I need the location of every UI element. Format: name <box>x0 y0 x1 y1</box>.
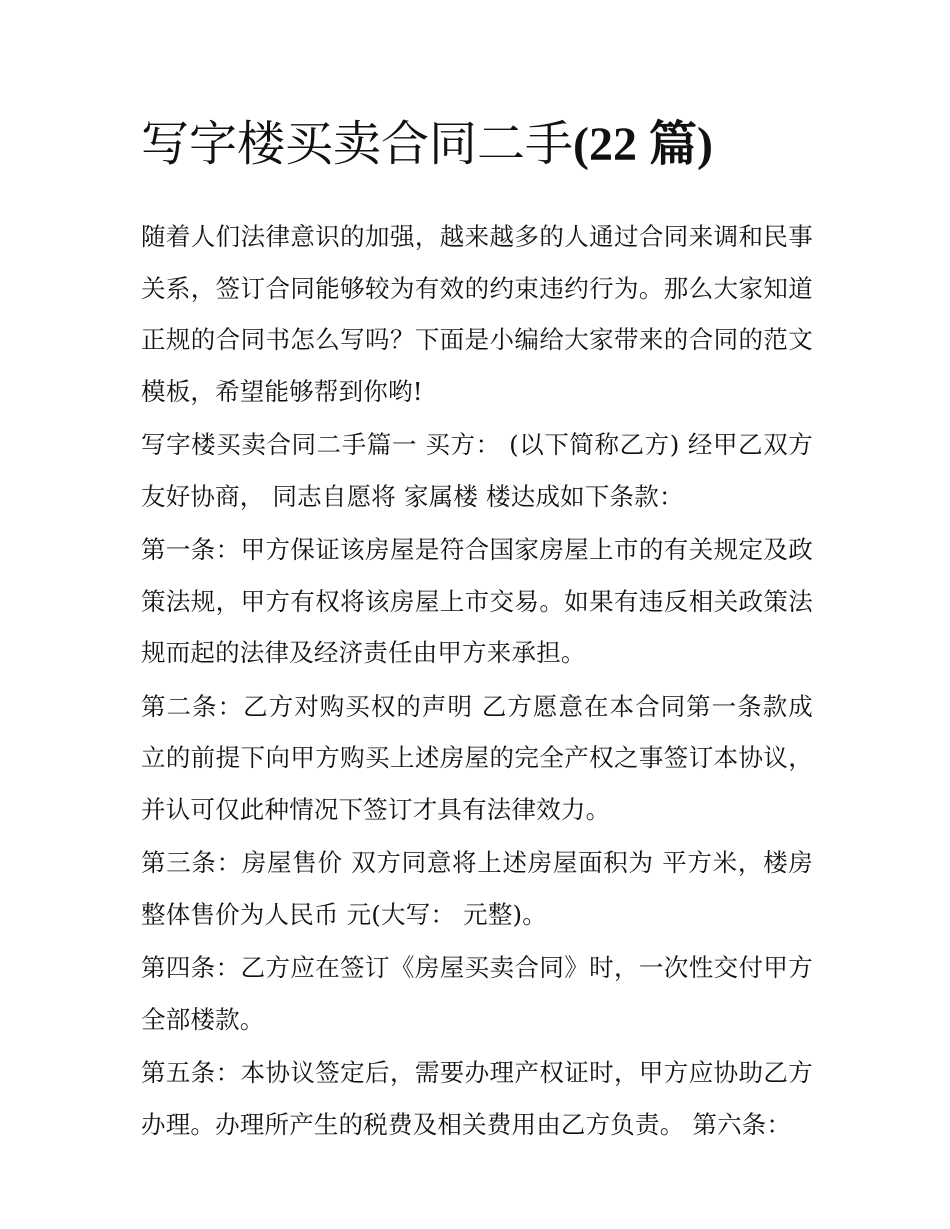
article-2-paragraph: 第二条：乙方对购买权的声明 乙方愿意在本合同第一条款成立的前提下向甲方购买上述房屋的完全产权之事签订本协议，并认可仅此种情况下签订才具有法律效力。 <box>141 691 813 824</box>
contract-preamble-paragraph: 写字楼买卖合同二手篇一 买方： (以下简称乙方) 经甲乙双方友好协商， 同志自愿将 家属楼 楼达成如下条款： <box>141 430 813 511</box>
document-title <box>141 112 813 177</box>
title-count: (22 篇) <box>573 118 713 171</box>
article-1-paragraph: 第一条：甲方保证该房屋是符合国家房屋上市的有关规定及政策法规，甲方有权将该房屋上市交易。如果有违反相关政策法规而起的法律及经济责任由甲方来承担。 <box>141 535 813 667</box>
intro-paragraph: 随着人们法律意识的加强，越来越多的人通过合同来调和民事关系，签订合同能够较为有效的约束违约行为。那么大家知道正规的合同书怎么写吗？下面是小编给大家带来的合同的范文模板，希望能够帮到你哟! <box>141 222 813 406</box>
document-page <box>141 112 813 1152</box>
article-4-paragraph: 第四条：乙方应在签订《房屋买卖合同》时，一次性交付甲方全部楼款。 <box>141 953 813 1034</box>
title-main: 写字楼买卖合同二手 <box>141 116 574 172</box>
article-3-paragraph: 第三条：房屋售价 双方同意将上述房屋面积为 平方米，楼房整体售价为人民币 元(大写： 元整)。 <box>141 848 813 929</box>
article-5-paragraph: 第五条：本协议签定后，需要办理产权证时，甲方应协助乙方办理。办理所产生的税费及相关费用由乙方负责。 第六条： <box>141 1058 813 1139</box>
